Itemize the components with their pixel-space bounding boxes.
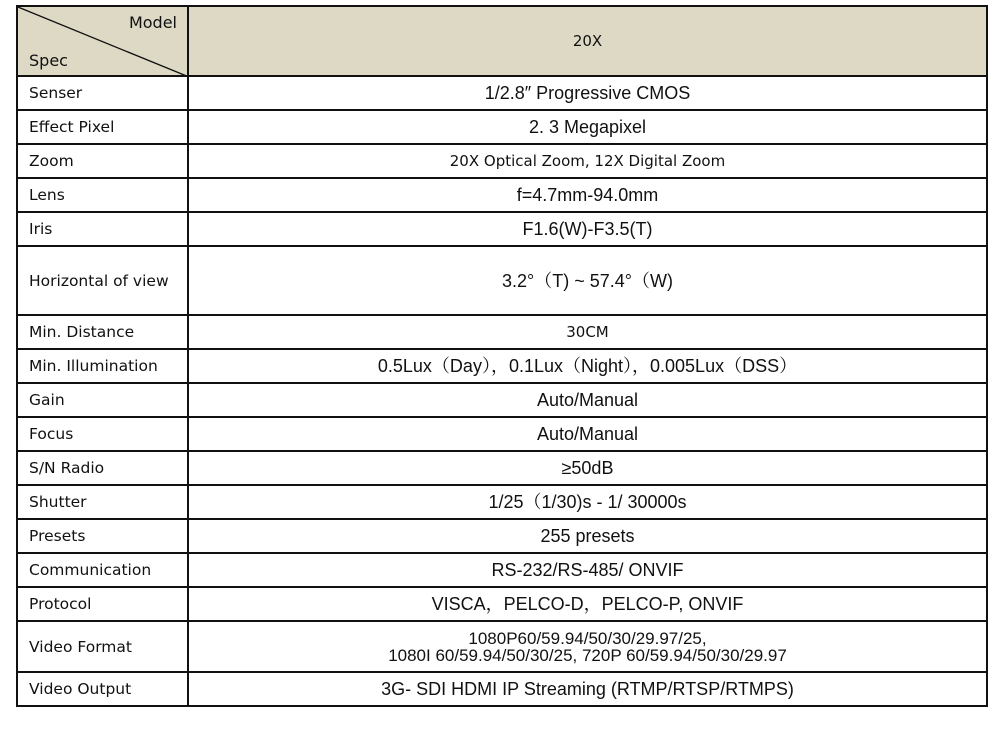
spec-name: Effect Pixel — [17, 110, 188, 144]
spec-name: Presets — [17, 519, 188, 553]
spec-name: Zoom — [17, 144, 188, 178]
table-row — [17, 178, 987, 212]
spec-value: ≥50dB — [188, 451, 987, 485]
spec-value: 0.5Lux（Day），0.1Lux（Night），0.005Lux（DSS） — [188, 349, 987, 383]
table-row — [17, 383, 987, 417]
spec-name: Video Format — [17, 621, 188, 672]
header-row — [17, 6, 987, 76]
table-row — [17, 621, 987, 672]
table-row — [17, 485, 987, 519]
spec-name: Shutter — [17, 485, 188, 519]
spec-name: Min. Distance — [17, 315, 188, 349]
table-row — [17, 587, 987, 621]
spec-value: VISCA，PELCO-D，PELCO-P, ONVIF — [188, 587, 987, 621]
spec-value-line: 1080P60/59.94/50/30/29.97/25, — [468, 628, 707, 648]
spec-label: Spec — [29, 51, 68, 70]
spec-name: Lens — [17, 178, 188, 212]
spec-value: Auto/Manual — [188, 383, 987, 417]
spec-name: Horizontal of view — [17, 246, 188, 315]
spec-value: 30CM — [188, 315, 987, 349]
spec-name: Focus — [17, 417, 188, 451]
spec-name: Video Output — [17, 672, 188, 706]
spec-value — [188, 621, 987, 672]
spec-value: 1/25（1/30)s - 1/ 30000s — [188, 485, 987, 519]
spec-name: Min. Illumination — [17, 349, 188, 383]
spec-value: F1.6(W)-F3.5(T) — [188, 212, 987, 246]
spec-value: 2. 3 Megapixel — [188, 110, 987, 144]
table-row — [17, 246, 987, 315]
table-row — [17, 315, 987, 349]
spec-value: 20X Optical Zoom, 12X Digital Zoom — [188, 144, 987, 178]
spec-value: Auto/Manual — [188, 417, 987, 451]
model-label: Model — [128, 13, 177, 32]
spec-name: Gain — [17, 383, 188, 417]
model-name: 20X — [188, 6, 987, 76]
table-row — [17, 519, 987, 553]
table-row — [17, 144, 987, 178]
spec-value: f=4.7mm-94.0mm — [188, 178, 987, 212]
table-row — [17, 212, 987, 246]
table-row — [17, 553, 987, 587]
table-row — [17, 76, 987, 110]
table-row — [17, 451, 987, 485]
spec-name: Iris — [17, 212, 188, 246]
spec-name: Senser — [17, 76, 188, 110]
spec-name: S/N Radio — [17, 451, 188, 485]
spec-value-line: 1080I 60/59.94/50/30/25, 720P 60/59.94/50/30/29.97 — [388, 645, 787, 665]
spec-value: RS-232/RS-485/ ONVIF — [188, 553, 987, 587]
spec-value: 1/2.8″ Progressive CMOS — [188, 76, 987, 110]
spec-value: 3G- SDI HDMI IP Streaming (RTMP/RTSP/RTMPS) — [188, 672, 987, 706]
table-row — [17, 417, 987, 451]
spec-name: Protocol — [17, 587, 188, 621]
spec-name: Communication — [17, 553, 188, 587]
table-row — [17, 110, 987, 144]
table-row — [17, 349, 987, 383]
table-row — [17, 672, 987, 706]
spec-value: 3.2°（T) ~ 57.4°（W) — [188, 246, 987, 315]
corner-cell — [17, 6, 188, 76]
spec-table — [16, 5, 988, 707]
spec-value: 255 presets — [188, 519, 987, 553]
